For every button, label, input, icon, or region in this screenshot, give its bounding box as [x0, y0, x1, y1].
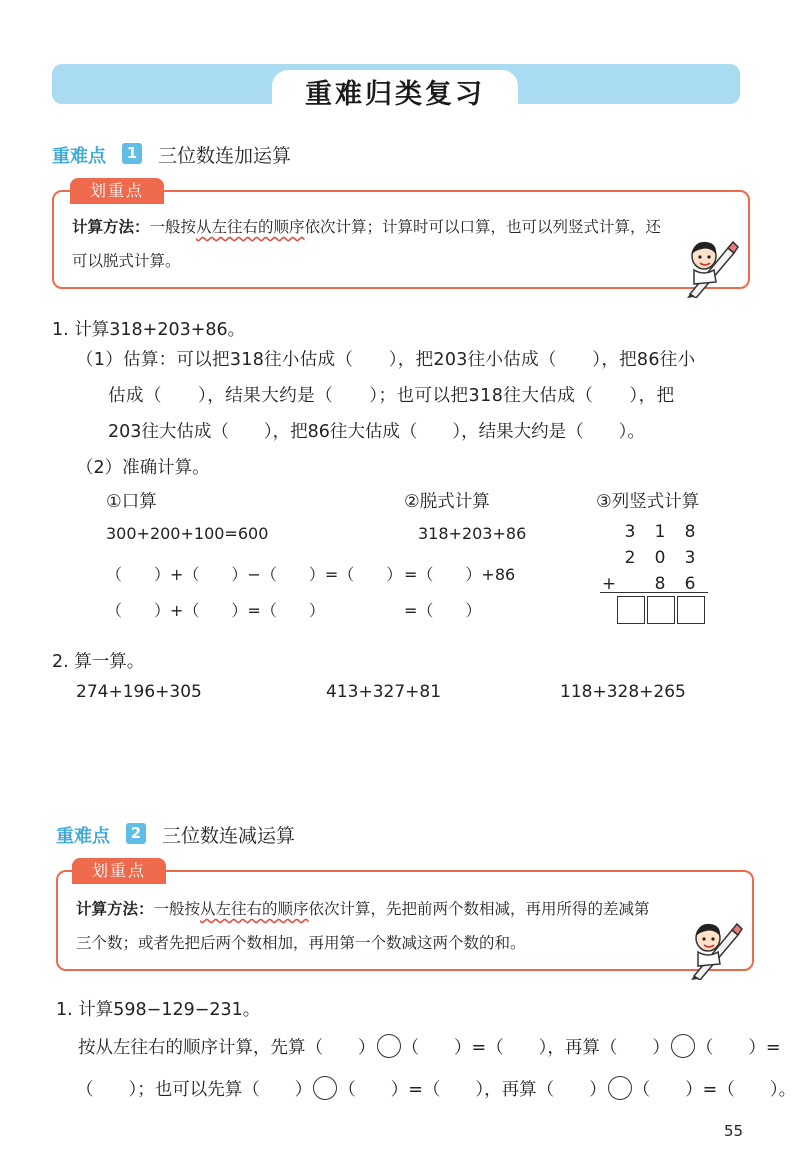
oral-calc-line3: （ ）+（ ）=（ ） [106, 601, 325, 620]
vertical-digit: 8 [684, 522, 696, 542]
section1-method-text [72, 210, 712, 278]
vertical-calc-title: ③列竖式计算 [596, 492, 700, 512]
answer-box[interactable] [617, 596, 645, 624]
vertical-digit: 6 [684, 574, 696, 594]
operator-circle[interactable] [608, 1076, 632, 1100]
section1-number: 1 [122, 143, 142, 164]
section1-title: 三位数连加运算 [158, 145, 292, 167]
q3-line2 [76, 1076, 796, 1101]
section2-method-wavy: 从左往右的顺序 [200, 900, 309, 918]
vertical-digit: 0 [654, 548, 666, 568]
vertical-digit: 2 [624, 548, 636, 568]
vertical-digit: 3 [684, 548, 696, 568]
section2-method-line2: 三个数；或者先把后两个数相加，再用第一个数减这两个数的和。 [76, 934, 526, 952]
q2-title: 2. 算一算。 [52, 652, 145, 672]
section1-method-line2: 可以脱式计算。 [72, 252, 181, 270]
section1-method-pre: 一般按 [149, 218, 197, 236]
page-number: 55 [724, 1122, 744, 1140]
vertical-digit: 1 [654, 522, 666, 542]
oral-calc-line1: 300+200+100=600 [106, 524, 269, 543]
section2-method-pre: 一般按 [153, 900, 201, 918]
q3-line2-part-c: （ ）=（ ）。 [632, 1080, 797, 1100]
mascot-boy-pencil-icon [680, 236, 742, 298]
q3-line2-part-b: （ ）=（ ），再算（ ） [338, 1080, 607, 1100]
q3-line1-part-b: （ ）=（ ），再算（ ） [401, 1038, 670, 1058]
step-calc-line1: 318+203+86 [418, 524, 527, 543]
q1-exact-label: （2）准确计算。 [76, 458, 210, 478]
section2-key-tab: 划重点 [72, 858, 166, 884]
mascot-boy-pencil-icon [684, 918, 746, 980]
vertical-digit: 3 [624, 522, 636, 542]
q1-estimate-line2: 估成（ ），结果大约是（ ）；也可以把318往大估成（ ），把 [108, 386, 675, 406]
q3-line1-part-a: 按从左往右的顺序计算，先算（ ） [78, 1038, 376, 1058]
vertical-sum-line [600, 592, 708, 593]
section1-method-post: 依次计算；计算时可以口算，也可以列竖式计算，还 [304, 218, 662, 236]
step-calc-title: ②脱式计算 [404, 492, 490, 512]
section2-method-text [76, 892, 736, 960]
answer-box[interactable] [647, 596, 675, 624]
operator-circle[interactable] [377, 1034, 401, 1058]
page-title: 重难归类复习 [305, 79, 485, 110]
section1-method-wavy: 从左往右的顺序 [196, 218, 305, 236]
section2-title: 三位数连减运算 [162, 825, 296, 847]
oral-calc-title: ①口算 [106, 492, 157, 512]
q2-expression-2: 413+327+81 [326, 682, 442, 702]
section1-method-label: 计算方法： [72, 218, 150, 236]
section2-label: 重难点 [56, 826, 110, 847]
q3-line2-part-a: （ ）；也可以先算（ ） [76, 1080, 313, 1100]
section1-key-tab: 划重点 [70, 178, 164, 204]
vertical-digit: 8 [654, 574, 666, 594]
operator-circle[interactable] [313, 1076, 337, 1100]
q2-expression-3: 118+328+265 [560, 682, 686, 702]
operator-circle[interactable] [671, 1034, 695, 1058]
section2-method-label: 计算方法： [76, 900, 154, 918]
oral-calc-line2: （ ）+（ ）−（ ）=（ ） [106, 565, 403, 584]
q3-title: 1. 计算598−129−231。 [56, 1000, 261, 1020]
section1-label: 重难点 [52, 146, 106, 167]
step-calc-line2: =（ ）+86 [404, 565, 516, 584]
section2-number: 2 [126, 823, 146, 844]
vertical-plus-sign: + [601, 574, 617, 594]
section2-method-post: 依次计算，先把前两个数相减，再用所得的差减第 [308, 900, 650, 918]
q3-line1-part-c: （ ）= [695, 1038, 781, 1058]
q3-line1 [78, 1034, 781, 1059]
answer-box[interactable] [677, 596, 705, 624]
q1-estimate-line1: （1）估算：可以把318往小估成（ ），把203往小估成（ ），把86往小 [76, 350, 696, 370]
q1-estimate-line3: 203往大估成（ ），把86往大估成（ ），结果大约是（ ）。 [108, 422, 645, 442]
step-calc-line3: =（ ） [404, 601, 482, 620]
q2-expression-1: 274+196+305 [76, 682, 202, 702]
q1-title: 1. 计算318+203+86。 [52, 320, 246, 340]
